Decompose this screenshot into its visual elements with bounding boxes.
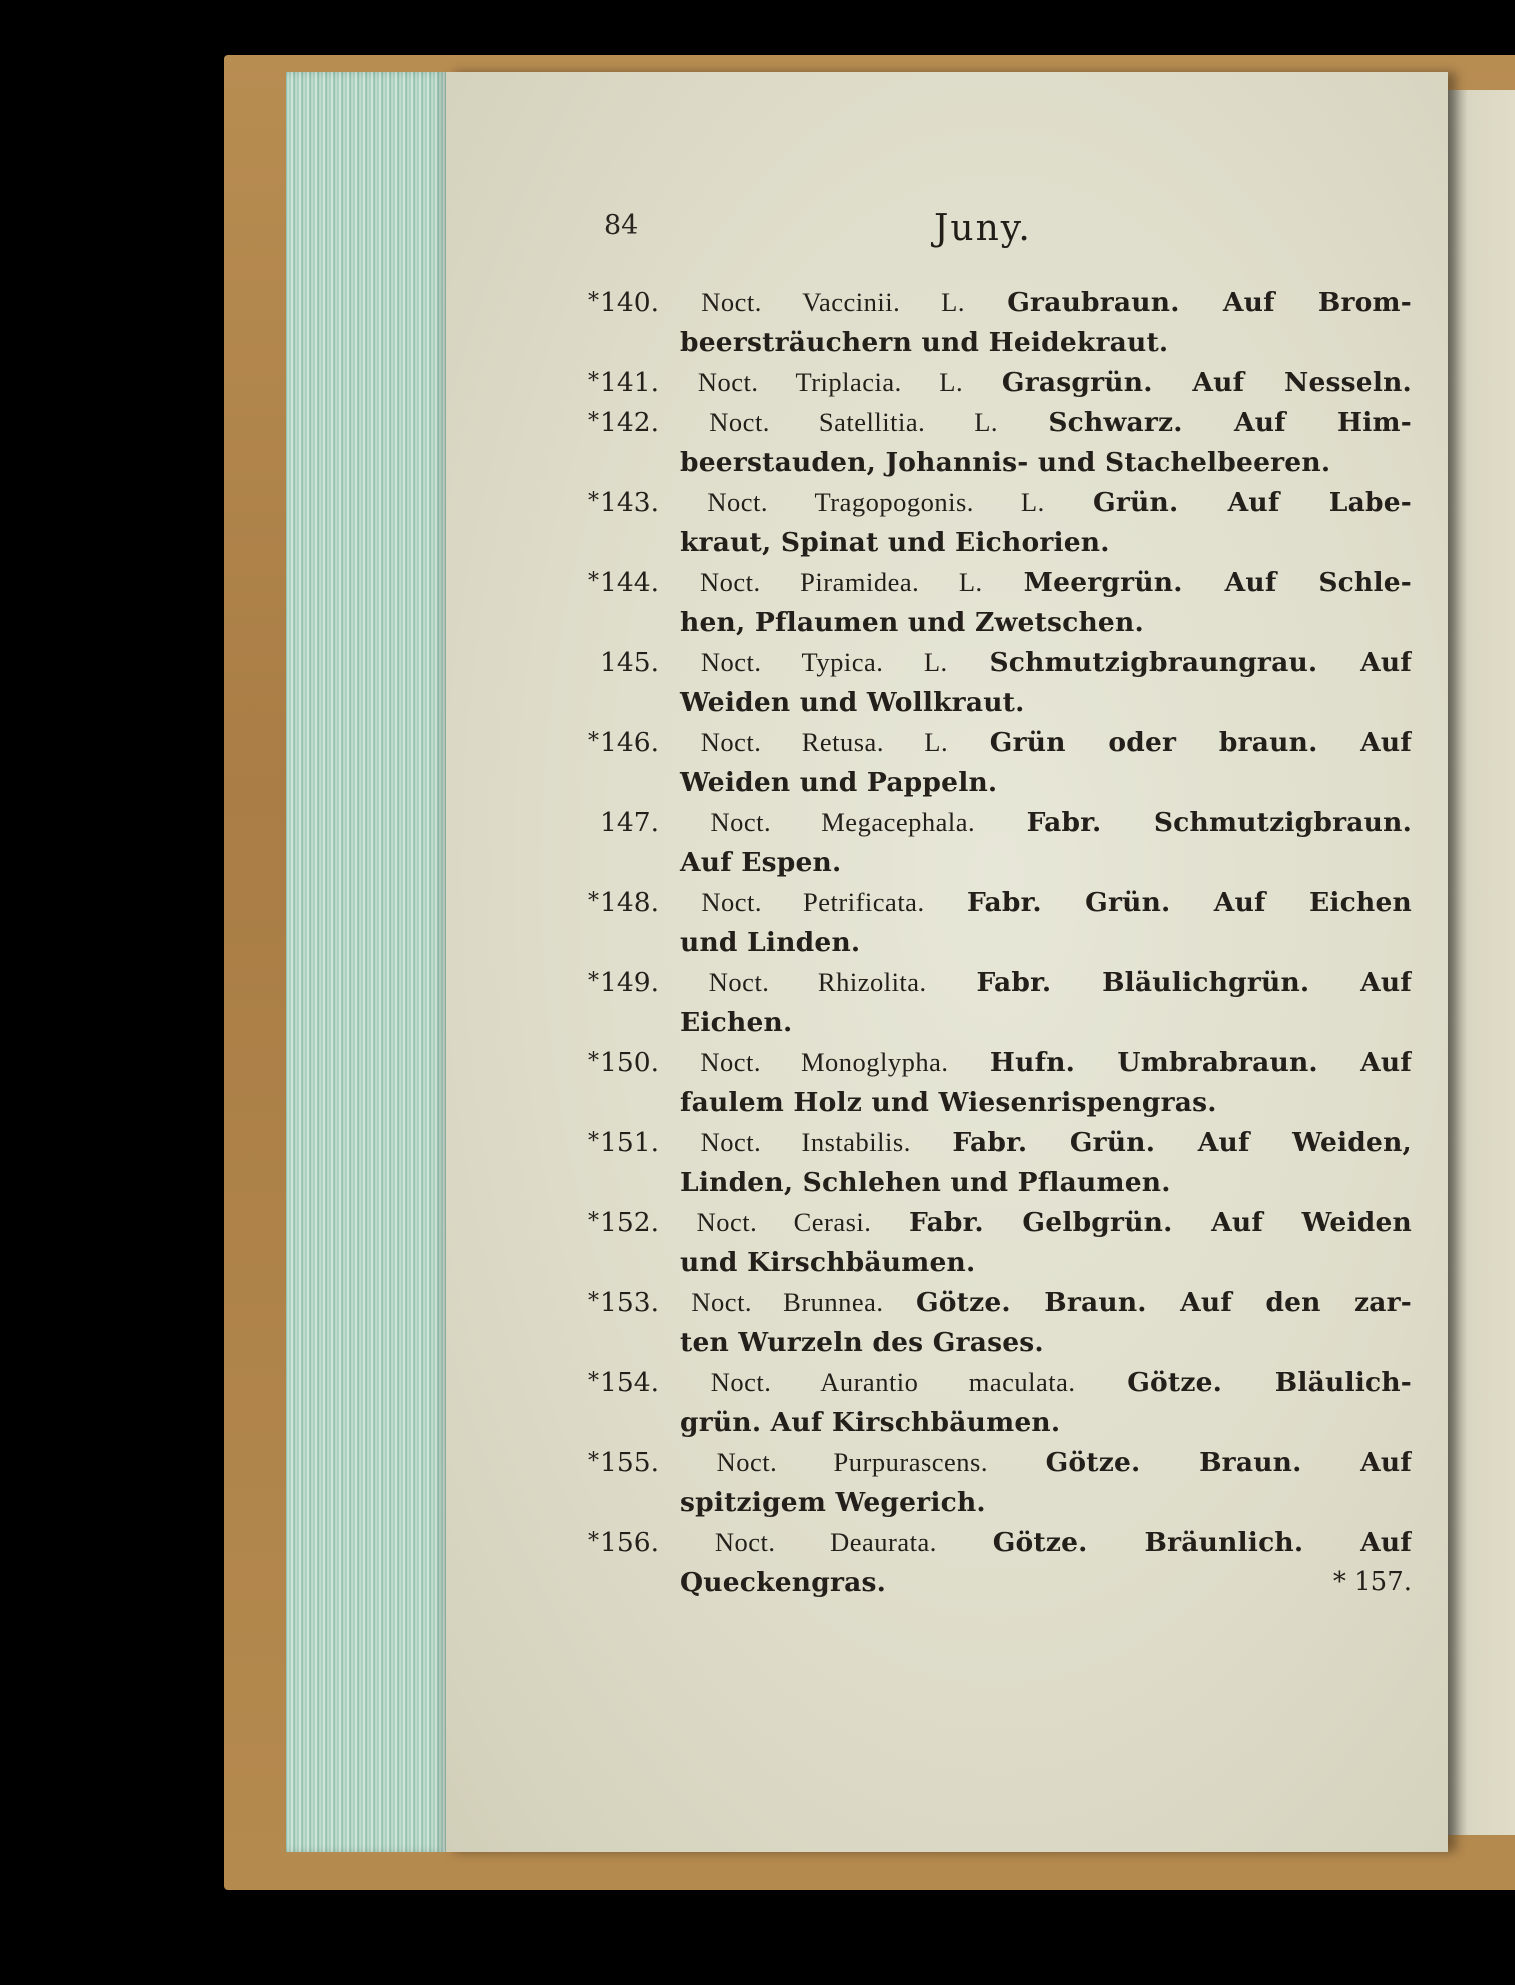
description-text: Götze. Bläulich-	[1127, 1367, 1412, 1398]
entry-number: 143.	[600, 487, 660, 518]
entry-number: 142.	[600, 407, 660, 438]
page-edges	[286, 72, 446, 1852]
entry-number: 149.	[600, 967, 660, 998]
latin-name: Noct. Triplacia. L.	[697, 367, 964, 397]
native-species-star: *	[588, 1129, 599, 1154]
entry-second-line: kraut, Spinat und Eichorien.	[680, 527, 1110, 558]
entry-number: 154.	[600, 1367, 660, 1398]
entry-first-line	[600, 882, 1412, 923]
description-text: Fabr. Grün. Auf Eichen	[966, 887, 1412, 918]
latin-name: Noct. Piramidea. L.	[699, 567, 983, 597]
native-species-star: *	[588, 369, 599, 394]
native-species-star: *	[588, 1449, 599, 1474]
entry-second-line: Linden, Schlehen und Pflaumen.	[680, 1167, 1171, 1198]
latin-name: Noct. Tragopogonis. L.	[707, 487, 1045, 517]
native-species-star: *	[588, 1209, 599, 1234]
native-species-star: *	[588, 569, 599, 594]
native-species-star: *	[588, 1289, 599, 1314]
description-text: Grasgrün. Auf Nesseln.	[1001, 367, 1412, 398]
entry-number: 150.	[600, 1047, 660, 1078]
page-number: 84	[604, 210, 639, 241]
native-species-star: *	[588, 289, 599, 314]
description-text: Fabr. Schmutzigbraun.	[1026, 807, 1412, 838]
description-text: Hufn. Umbrabraun. Auf	[989, 1047, 1412, 1078]
entry-second-line: beerstauden, Johannis- und Stachelbeeren.	[680, 447, 1331, 478]
entry-first-line	[600, 642, 1412, 683]
entry-number: 151.	[600, 1127, 660, 1158]
latin-name: Noct. Instabilis.	[700, 1127, 911, 1157]
entry-number: 155.	[600, 1447, 660, 1478]
entry-number: 140.	[600, 287, 660, 318]
entry-first-line	[600, 362, 1412, 403]
species-entry	[600, 642, 1412, 722]
description-text: Fabr. Bläulichgrün. Auf	[976, 967, 1412, 998]
description-text: Grün oder braun. Auf	[989, 727, 1412, 758]
entry-first-line	[600, 1282, 1412, 1323]
species-entry	[588, 282, 1412, 362]
entry-number: 156.	[600, 1527, 660, 1558]
entry-first-line	[600, 802, 1412, 843]
entry-first-line	[600, 962, 1412, 1003]
entry-first-line	[600, 1522, 1412, 1563]
entry-second-line: ten Wurzeln des Grases.	[680, 1327, 1044, 1358]
entry-number: 144.	[600, 567, 660, 598]
description-text: Götze. Bräunlich. Auf	[992, 1527, 1412, 1558]
species-entry	[588, 1442, 1412, 1522]
entry-second-line: und Linden.	[680, 927, 861, 958]
description-text: Götze. Braun. Auf	[1045, 1447, 1412, 1478]
species-entry	[588, 1122, 1412, 1202]
native-species-star: *	[588, 969, 599, 994]
species-entry	[588, 1202, 1412, 1282]
species-entry	[588, 362, 1412, 402]
latin-name: Noct. Rhizolita.	[708, 967, 927, 997]
latin-name: Noct. Deaurata.	[714, 1527, 937, 1557]
native-species-star: *	[588, 409, 599, 434]
entry-first-line	[600, 1122, 1412, 1163]
entry-second-line: beersträuchern und Heidekraut.	[680, 327, 1169, 358]
description-text: Fabr. Gelbgrün. Auf Weiden	[909, 1207, 1412, 1238]
species-entry	[588, 402, 1412, 482]
entry-second-line: hen, Pflaumen und Zwetschen.	[680, 607, 1144, 638]
description-text: Schwarz. Auf Him-	[1048, 407, 1412, 438]
entry-number: 148.	[600, 887, 660, 918]
latin-name: Noct. Aurantio maculata.	[710, 1367, 1076, 1397]
latin-name: Noct. Megacephala.	[710, 807, 976, 837]
entry-first-line	[600, 722, 1412, 763]
entry-first-line	[600, 282, 1412, 323]
latin-name: Noct. Vaccinii. L.	[701, 287, 965, 317]
entry-number: 145.	[600, 647, 660, 678]
entry-second-line: Queckengras.	[680, 1567, 887, 1598]
entry-first-line	[600, 1442, 1412, 1483]
entry-number: 153.	[600, 1287, 660, 1318]
species-entry	[600, 802, 1412, 882]
description-text: Fabr. Grün. Auf Weiden,	[952, 1127, 1412, 1158]
native-species-star: *	[588, 1529, 599, 1554]
latin-name: Noct. Purpurascens.	[716, 1447, 988, 1477]
entry-second-line: Weiden und Wollkraut.	[680, 687, 1025, 718]
description-text: Schmutzigbraungrau. Auf	[989, 647, 1412, 678]
entry-first-line	[600, 1042, 1412, 1083]
species-list	[588, 282, 1412, 1602]
entry-first-line	[600, 1202, 1412, 1243]
latin-name: Noct. Retusa. L.	[700, 727, 949, 757]
native-species-star: *	[588, 1049, 599, 1074]
entry-number: 147.	[600, 807, 660, 838]
native-species-star: *	[588, 889, 599, 914]
native-species-star: *	[588, 489, 599, 514]
entry-second-line: und Kirschbäumen.	[680, 1247, 976, 1278]
entry-number: 152.	[600, 1207, 660, 1238]
description-text: Meergrün. Auf Schle-	[1023, 567, 1412, 598]
entry-first-line	[600, 402, 1412, 443]
description-text: Graubraun. Auf Brom-	[1007, 287, 1412, 318]
entry-second-line: Eichen.	[680, 1007, 793, 1038]
catchword: * 157.	[1332, 1567, 1412, 1597]
species-entry	[588, 1042, 1412, 1122]
native-species-star: *	[588, 729, 599, 754]
species-entry	[588, 882, 1412, 962]
running-head: Juny.	[934, 208, 1032, 249]
entry-second-line: grün. Auf Kirschbäumen.	[680, 1407, 1061, 1438]
entry-second-line: spitzigem Wegerich.	[680, 1487, 986, 1518]
species-entry	[588, 1362, 1412, 1442]
species-entry	[588, 1282, 1412, 1362]
latin-name: Noct. Cerasi.	[696, 1207, 872, 1237]
latin-name: Noct. Satellitia. L.	[709, 407, 999, 437]
description-text: Götze. Braun. Auf den zar-	[915, 1287, 1412, 1318]
entry-second-line: Weiden und Pappeln.	[680, 767, 998, 798]
description-text: Grün. Auf Labe-	[1093, 487, 1412, 518]
page-header	[604, 210, 1394, 260]
entry-number: 141.	[600, 367, 660, 398]
species-entry	[588, 562, 1412, 642]
latin-name: Noct. Brunnea.	[691, 1287, 884, 1317]
facing-page-edge	[1448, 90, 1515, 1835]
species-entry	[588, 962, 1412, 1042]
latin-name: Noct. Typica. L.	[700, 647, 948, 677]
entry-first-line	[600, 562, 1412, 603]
species-entry	[588, 482, 1412, 562]
species-entry	[588, 1522, 1412, 1602]
entry-second-line: Auf Espen.	[680, 847, 842, 878]
latin-name: Noct. Monoglypha.	[700, 1047, 949, 1077]
latin-name: Noct. Petrificata.	[701, 887, 925, 917]
entry-second-line: faulem Holz und Wiesenrispengras.	[680, 1087, 1217, 1118]
entry-first-line	[600, 482, 1412, 523]
species-entry	[588, 722, 1412, 802]
native-species-star: *	[588, 1369, 599, 1394]
entry-first-line	[600, 1362, 1412, 1403]
entry-number: 146.	[600, 727, 660, 758]
